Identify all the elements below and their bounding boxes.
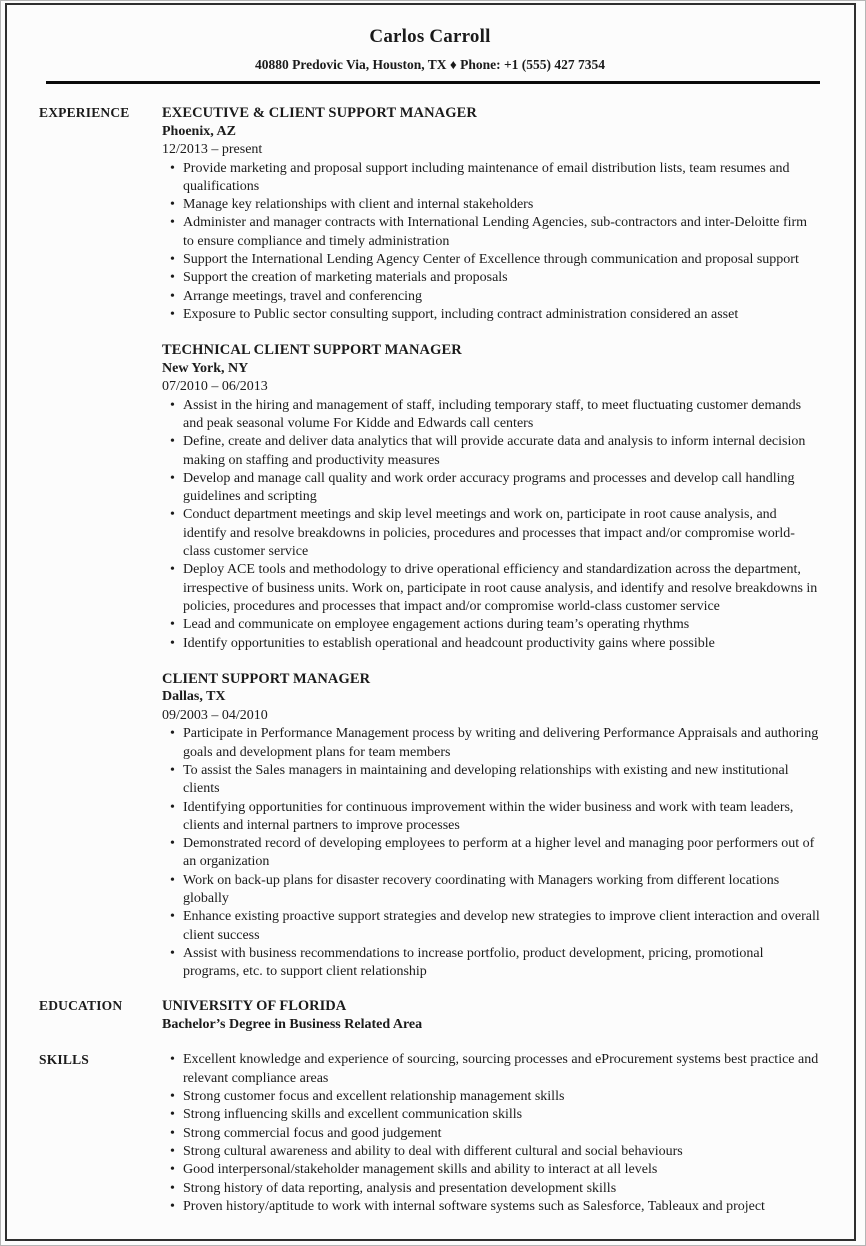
bullet-item: • Deploy ACE tools and methodology to drive operational efficiency and standardization across the department, irrespective of business units. Work on, participate in root cause analysis, and identify and resolve breakdowns in policies, procedures and processes that impact and/or compromise world-class customer service: [183, 561, 821, 616]
resume-header: [39, 25, 821, 84]
bullet-item: • Enhance existing proactive support strategies and develop new strategies to improve client interaction and overall client success: [183, 908, 821, 945]
bullet-item: • Arrange meetings, travel and conferencing: [183, 288, 821, 306]
bullet-item: • Strong customer focus and excellent relationship management skills: [183, 1088, 821, 1106]
job-location: Dallas, TX: [162, 689, 226, 705]
bullet-item: • To assist the Sales managers in maintaining and developing relationships with existing and new institutional clients: [183, 762, 821, 799]
person-name: Carlos Carroll: [369, 26, 491, 47]
bullet-item: • Support the International Lending Agency Center of Excellence through communication and proposal support: [183, 251, 821, 269]
experience-section: [39, 104, 821, 981]
bullet-item: • Exposure to Public sector consulting support, including contract administration considered an asset: [183, 306, 821, 324]
bullet-item: • Provide marketing and proposal support including maintenance of email distribution lists, team resumes and qualifications: [183, 160, 821, 197]
education-section-label: EDUCATION: [39, 998, 123, 1014]
bullet-item: • Work on back-up plans for disaster recovery coordinating with Managers working from different locations globally: [183, 872, 821, 909]
bullet-item: • Excellent knowledge and experience of sourcing, sourcing processes and eProcurement systems best practice and relevant compliance areas: [183, 1051, 821, 1088]
bullet-item: • Strong influencing skills and excellent communication skills: [183, 1106, 821, 1124]
bullet-item: • Identify opportunities to establish operational and headcount productivity gains where possible: [183, 635, 821, 653]
job-location: Phoenix, AZ: [162, 123, 236, 139]
job-entry: [162, 104, 821, 324]
contact-line: 40880 Predovic Via, Houston, TX ♦ Phone: +1 (555) 427 7354: [254, 57, 606, 72]
bullet-item: • Administer and manager contracts with International Lending Agencies, sub-contractors and inter-Deloitte firm to ensure compliance and timely administration: [183, 214, 821, 251]
job-entry: [162, 670, 821, 982]
bullet-item: • Develop and manage call quality and work order accuracy programs and processes and develop call handling guidelines and scripting: [183, 470, 821, 507]
job-title: CLIENT SUPPORT MANAGER: [162, 670, 371, 687]
bullet-item: • Demonstrated record of developing employees to perform at a higher level and managing poor performers out of an organization: [183, 835, 821, 872]
bullet-item: • Assist with business recommendations to increase portfolio, product development, pricing, promotional programs, etc. to support client relationship: [183, 945, 821, 982]
bullet-item: • Assist in the hiring and management of staff, including temporary staff, to meet fluctuating customer demands and peak seasonal volume For Kidde and Edwards call centers: [183, 397, 821, 434]
job-bullet-list: [162, 397, 821, 653]
bullet-item: • Good interpersonal/stakeholder management skills and ability to interact at all levels: [183, 1161, 821, 1179]
bullet-item: • Support the creation of marketing materials and proposals: [183, 269, 821, 287]
bullet-item: • Manage key relationships with client and internal stakeholders: [183, 196, 821, 214]
bullet-item: • Conduct department meetings and skip level meetings and work on, participate in root cause analysis, and identify and resolve breakdowns in policies, procedures and processes that impact and/or compromise world-class customer service: [183, 506, 821, 561]
experience-section-label: EXPERIENCE: [39, 105, 130, 120]
job-entry: [162, 341, 821, 653]
job-dates: 07/2010 – 06/2013: [162, 379, 268, 395]
experience-section-body: [162, 104, 821, 981]
bullet-item: • Define, create and deliver data analytics that will provide accurate data and analysis to inform internal decision making on staffing and productivity measures: [183, 433, 821, 470]
job-title: TECHNICAL CLIENT SUPPORT MANAGER: [162, 342, 462, 359]
job-location: New York, NY: [162, 360, 249, 376]
bullet-item: • Identifying opportunities for continuous improvement within the wider business and work with team leaders, clients and internal partners to improve processes: [183, 799, 821, 836]
education-degree: Bachelor’s Degree in Business Related Area: [162, 1016, 423, 1032]
skills-section-body: [162, 1051, 821, 1216]
skills-section: [39, 1051, 821, 1216]
header-divider: [46, 81, 820, 84]
job-bullet-list: [162, 160, 821, 325]
education-section-body: [162, 997, 821, 1034]
job-title: EXECUTIVE & CLIENT SUPPORT MANAGER: [162, 105, 477, 121]
job-bullet-list: [162, 725, 821, 981]
bullet-item: • Strong history of data reporting, analysis and presentation development skills: [183, 1180, 821, 1198]
bullet-item: • Participate in Performance Management process by writing and delivering Performance Appraisals and authoring goals and development plans for team members: [183, 725, 821, 762]
job-dates: 09/2003 – 04/2010: [162, 707, 268, 723]
bullet-item: • Lead and communicate on employee engagement actions during team’s operating rhythms: [183, 616, 821, 634]
bullet-item: • Strong cultural awareness and ability to deal with different cultural and social behaviours: [183, 1143, 821, 1161]
skills-section-label: SKILLS: [39, 1052, 89, 1068]
bullet-item: • Strong commercial focus and good judgement: [183, 1125, 821, 1143]
skills-bullet-list: [162, 1051, 821, 1216]
education-section: [39, 997, 821, 1034]
bullet-item: • Proven history/aptitude to work with internal software systems such as Salesforce, Tableaux and project: [183, 1198, 821, 1216]
resume-content: [39, 25, 821, 1216]
job-dates: 12/2013 – present: [162, 142, 263, 157]
education-school: UNIVERSITY OF FLORIDA: [162, 998, 347, 1015]
